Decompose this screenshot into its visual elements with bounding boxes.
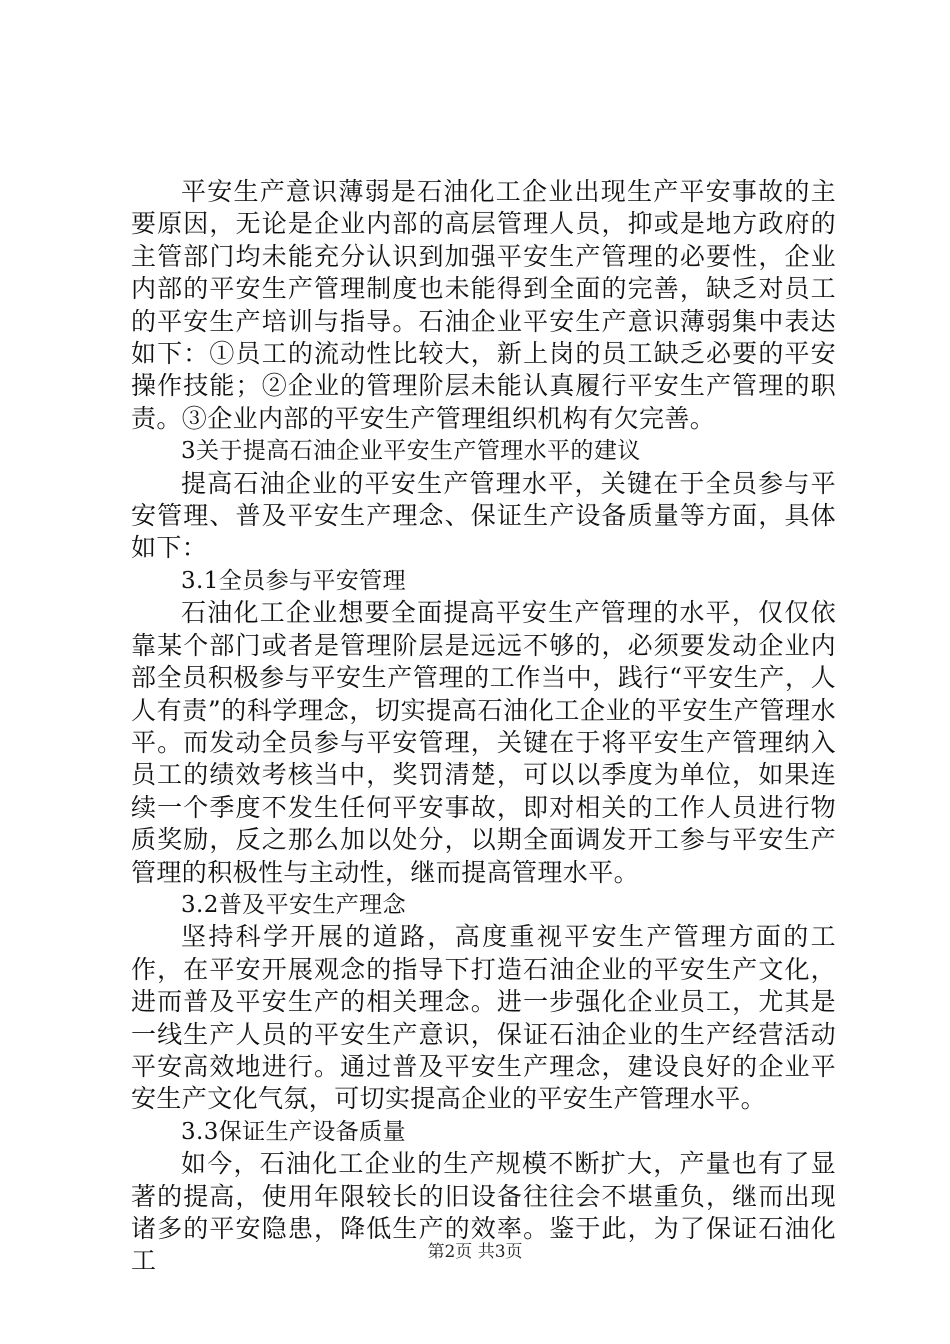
section-heading-3: 3关于提高石油企业平安生产管理水平的建议 xyxy=(181,438,641,465)
paragraph-section-3-2: 坚持科学开展的道路，高度重视平安生产管理方面的工作，在平安开展观念的指导下打造石油企业的平安生产文化，进而普及平安生产的相关理念。进一步强化企业员工，尤其是一线生产人员的平安生产意识，保证石油企业的生产经营活动平安高效地进行。通过普及平安生产理念，建设良好的企业平安生产文化气氛，可切实提高企业的平安生产管理水平。 xyxy=(131,922,836,1114)
document-body xyxy=(131,176,836,1278)
page-footer: 第2页 共3页 xyxy=(427,1242,523,1262)
section-heading-3-1: 3.1全员参与平安管理 xyxy=(181,567,406,594)
section-heading-3-3: 3.3保证生产设备质量 xyxy=(181,1118,406,1145)
paragraph-safety-awareness: 平安生产意识薄弱是石油化工企业出现生产平安事故的主要原因，无论是企业内部的高层管理人员，抑或是地方政府的主管部门均未能充分认识到加强平安生产管理的必要性，企业内部的平安生产管理制度也未能得到全面的完善，缺乏对员工的平安生产培训与指导。石油企业平安生产意识薄弱集中表达如下：①员工的流动性比较大，新上岗的员工缺乏必要的平安操作技能；②企业的管理阶层未能认真履行平安生产管理的职责。③企业内部的平安生产管理组织机构有欠完善。 xyxy=(131,177,836,433)
paragraph-section-3-intro: 提高石油企业的平安生产管理水平，关键在于全员参与平安管理、普及平安生产理念、保证生产设备质量等方面，具体如下： xyxy=(131,468,836,563)
paragraph-section-3-3: 如今，石油化工企业的生产规模不断扩大，产量也有了显著的提高，使用年限较长的旧设备往往会不堪重负，继而出现诸多的平安隐患，降低生产的效率。鉴于此，为了保证石油化工 xyxy=(131,1149,836,1276)
paragraph-section-3-1: 石油化工企业想要全面提高平安生产管理的水平，仅仅依靠某个部门或者是管理阶层是远远不够的，必须要发动企业内部全员积极参与平安生产管理的工作当中，践行“平安生产，人人有责”的科学理念，切实提高石油化工企业的平安生产管理水平。而发动全员参与平安管理，关键在于将平安生产管理纳入员工的绩效考核当中，奖罚清楚，可以以季度为单位，如果连续一个季度不发生任何平安事故，即对相关的工作人员进行物质奖励，反之那么加以处分，以期全面调发开工参与平安生产管理的积极性与主动性，继而提高管理水平。 xyxy=(131,598,836,887)
section-heading-3-2: 3.2普及平安生产理念 xyxy=(181,891,406,918)
